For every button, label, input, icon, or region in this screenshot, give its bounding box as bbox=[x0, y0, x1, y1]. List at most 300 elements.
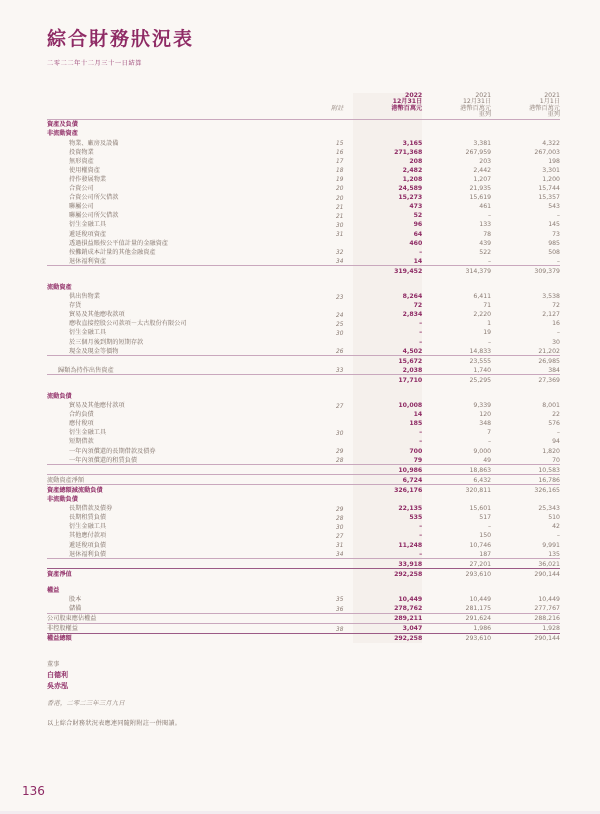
row-value-2021-dec: 6,432 bbox=[422, 475, 491, 485]
row-label: 持作發展物業 bbox=[69, 175, 107, 183]
row-note-ref bbox=[319, 282, 353, 291]
grand-total-row bbox=[47, 633, 560, 643]
row-value-2021-jan bbox=[491, 585, 560, 594]
subtotal-row bbox=[47, 375, 560, 385]
directors-label: 董事 bbox=[47, 660, 60, 668]
row-value-2021-jan: 21,202 bbox=[538, 347, 560, 355]
total-row bbox=[47, 475, 560, 485]
row-value-2021-dec: 15,619 bbox=[469, 194, 492, 202]
row-value-2021-dec: 10,746 bbox=[469, 541, 492, 549]
table-row bbox=[47, 238, 560, 247]
row-value-2021-dec: 2,442 bbox=[473, 166, 492, 174]
row-value-2021-dec: 291,624 bbox=[422, 613, 491, 623]
row-value-2021-jan: – bbox=[556, 329, 560, 337]
table-row bbox=[47, 247, 560, 256]
section-header-row bbox=[47, 494, 560, 503]
row-value-2021-jan: 290,144 bbox=[491, 569, 560, 579]
table-row bbox=[47, 183, 560, 192]
row-value-2021-dec: 2,220 bbox=[473, 311, 492, 319]
header-row-restated bbox=[47, 112, 560, 119]
table-row bbox=[47, 138, 560, 147]
table-row bbox=[47, 594, 560, 603]
table-row bbox=[47, 256, 560, 266]
row-value-2022: 8,264 bbox=[353, 291, 422, 300]
row-value-2021-dec: 6,411 bbox=[473, 293, 492, 301]
table-row bbox=[47, 165, 560, 174]
row-value-2021-jan: 16 bbox=[552, 320, 560, 328]
row-label: 資產總額減流動負債 bbox=[47, 485, 319, 495]
row-value-2021-jan: 267,003 bbox=[534, 148, 560, 156]
row-value-2022: 96 bbox=[353, 220, 422, 229]
header-col3-date: 1月1日 bbox=[539, 98, 560, 106]
row-note-ref: 31 bbox=[336, 231, 344, 238]
row-note-ref bbox=[319, 119, 353, 129]
row-value-2021-jan: 384 bbox=[548, 366, 560, 374]
section-header-row bbox=[47, 282, 560, 291]
table-row bbox=[47, 220, 560, 229]
row-label: 透過損益賬按公平值計量的金融資產 bbox=[69, 239, 168, 247]
header-col2-restated: 重列 bbox=[478, 111, 492, 119]
row-note-ref: 38 bbox=[319, 623, 353, 633]
row-value-2021-jan: 8,001 bbox=[542, 402, 560, 410]
row-label: 於三個月後到期的短期存款 bbox=[69, 338, 144, 346]
header-col1-year: 2022 bbox=[353, 93, 422, 100]
row-value-2022: 10,449 bbox=[353, 594, 422, 603]
row-label: 衍生金融工具 bbox=[69, 221, 107, 229]
row-value-2022: 700 bbox=[353, 446, 422, 455]
row-value-2022: 72 bbox=[353, 301, 422, 310]
row-label: 聯屬公司 bbox=[69, 203, 94, 211]
row-value-2021-dec: 120 bbox=[479, 411, 492, 419]
row-value-2021-dec bbox=[422, 129, 491, 138]
row-value-2021-jan: 72 bbox=[552, 302, 560, 310]
row-value-2022: 11,248 bbox=[353, 540, 422, 549]
row-value-2021-dec: 1 bbox=[487, 320, 492, 328]
row-note-ref: 32 bbox=[336, 250, 344, 257]
row-value-2021-dec: 21,935 bbox=[469, 185, 492, 193]
row-value-2022: 14 bbox=[353, 410, 422, 419]
table-row bbox=[47, 410, 560, 419]
row-value-2022: – bbox=[353, 247, 422, 256]
row-value-2021-jan: 2,127 bbox=[542, 311, 560, 319]
row-value-2021-jan: 1,928 bbox=[491, 623, 560, 633]
table-row bbox=[47, 623, 560, 633]
row-value-2022: 10,008 bbox=[353, 401, 422, 410]
row-value-2021-jan: 73 bbox=[552, 230, 560, 238]
row-value-2021-jan: 510 bbox=[548, 514, 560, 522]
page-number: 136 bbox=[22, 784, 45, 798]
section-header-row bbox=[47, 129, 560, 138]
row-value-2021-jan: 36,021 bbox=[491, 559, 560, 569]
row-value-2022: – bbox=[353, 428, 422, 437]
row-value-2022 bbox=[353, 494, 422, 503]
row-value-2021-dec: – bbox=[488, 523, 492, 531]
table-row bbox=[47, 437, 560, 446]
row-value-2021-jan: 1,200 bbox=[542, 175, 560, 183]
table-row bbox=[47, 193, 560, 202]
subtotal-row bbox=[47, 356, 560, 366]
row-label: 無形資產 bbox=[69, 157, 94, 165]
row-value-2021-jan: 16,786 bbox=[491, 475, 560, 485]
row-value-2022 bbox=[353, 585, 422, 594]
row-value-2021-dec: 281,175 bbox=[465, 605, 492, 613]
header-col1-unit: 港幣百萬元 bbox=[353, 106, 422, 113]
row-label: 投資物業 bbox=[69, 148, 94, 156]
row-value-2022: – bbox=[353, 522, 422, 531]
table-row bbox=[47, 504, 560, 513]
row-value-2021-dec: 10,449 bbox=[469, 595, 492, 603]
row-value-2021-jan: 26,985 bbox=[491, 356, 560, 366]
row-note-ref: 29 bbox=[336, 449, 344, 455]
row-value-2021-jan: 25,343 bbox=[538, 505, 560, 513]
header-col3-unit: 港幣百萬元 bbox=[529, 104, 560, 112]
row-value-2021-jan: 4,322 bbox=[542, 139, 560, 147]
row-note-ref: 23 bbox=[336, 294, 344, 301]
row-value-2021-dec: 14,833 bbox=[469, 347, 492, 355]
row-note-ref bbox=[319, 585, 353, 594]
row-label: 資產淨值 bbox=[47, 569, 319, 579]
row-value-2021-dec: 19 bbox=[483, 329, 492, 337]
row-value-2021-jan: 9,991 bbox=[542, 541, 560, 549]
row-note-ref bbox=[319, 301, 353, 310]
row-note-ref: 24 bbox=[336, 312, 344, 319]
page-title: 綜合財務狀況表 bbox=[47, 28, 195, 50]
row-value-2021-dec: 25,295 bbox=[422, 375, 491, 385]
row-value-2022: – bbox=[353, 337, 422, 346]
section-title-row bbox=[47, 119, 560, 129]
row-value-2021-dec bbox=[422, 391, 491, 400]
row-label: 貿易及其他應付款項 bbox=[69, 402, 125, 410]
row-value-2022: 326,176 bbox=[353, 485, 422, 495]
table-row bbox=[47, 211, 560, 220]
row-label: 合資公司 bbox=[69, 185, 94, 193]
row-value-2022: 17,710 bbox=[353, 375, 422, 385]
row-value-2022: 4,502 bbox=[353, 346, 422, 356]
row-note-ref: 36 bbox=[336, 606, 344, 613]
row-value-2021-dec: 9,000 bbox=[473, 447, 492, 455]
row-note-ref bbox=[319, 356, 353, 366]
row-label: 使用權資產 bbox=[69, 166, 100, 174]
row-value-2021-dec: 267,959 bbox=[465, 148, 492, 156]
row-value-2021-dec: 9,339 bbox=[473, 402, 492, 410]
row-value-2021-jan: 42 bbox=[552, 523, 560, 531]
row-value-2021-jan: 145 bbox=[548, 221, 560, 229]
row-label: 供出售物業 bbox=[69, 293, 100, 301]
table-row bbox=[47, 319, 560, 328]
table-row bbox=[47, 455, 560, 465]
row-label: 退休福利資產 bbox=[69, 257, 107, 265]
row-value-2021-dec: – bbox=[488, 212, 492, 220]
table-row bbox=[47, 513, 560, 522]
row-note-ref: 27 bbox=[336, 533, 344, 540]
row-label: 權益 bbox=[47, 586, 60, 594]
table-row bbox=[47, 328, 560, 337]
row-value-2021-jan bbox=[491, 119, 560, 129]
row-note-ref: 16 bbox=[336, 150, 344, 157]
row-value-2021-dec: 18,863 bbox=[422, 465, 491, 475]
row-value-2021-dec bbox=[422, 494, 491, 503]
row-value-2021-dec: 71 bbox=[483, 302, 492, 310]
row-value-2021-jan: 198 bbox=[548, 157, 560, 165]
row-value-2022: 292,258 bbox=[353, 633, 422, 643]
row-value-2022 bbox=[353, 119, 422, 129]
row-note-ref: 21 bbox=[336, 204, 344, 211]
row-value-2022: 79 bbox=[353, 455, 422, 465]
row-note-ref: 15 bbox=[336, 141, 344, 147]
row-value-2021-jan: 94 bbox=[552, 438, 560, 446]
row-label: 流動資產淨額 bbox=[47, 475, 319, 485]
row-label: 長期借款及債券 bbox=[69, 505, 113, 513]
row-value-2022: 185 bbox=[353, 419, 422, 428]
row-value-2021-dec: 314,379 bbox=[422, 266, 491, 276]
statement-note: 以上綜合財務狀況表應連同隨附附註一併閱讀。 bbox=[47, 719, 182, 727]
row-note-ref bbox=[319, 266, 353, 276]
table-row bbox=[47, 310, 560, 319]
row-label: 儲備 bbox=[69, 605, 82, 613]
row-value-2021-dec: – bbox=[488, 438, 492, 446]
table-row bbox=[47, 603, 560, 613]
row-value-2021-jan: 10,449 bbox=[538, 595, 560, 603]
row-value-2021-dec: 293,610 bbox=[422, 633, 491, 643]
row-label: 應收直接控股公司款項－太古股份有限公司 bbox=[69, 320, 187, 328]
row-note-ref bbox=[319, 129, 353, 138]
row-value-2021-dec: 1,740 bbox=[473, 366, 492, 374]
table-row bbox=[47, 147, 560, 156]
row-value-2021-jan: 70 bbox=[552, 456, 560, 464]
row-note-ref: 30 bbox=[336, 330, 344, 337]
row-note-ref: 35 bbox=[336, 597, 344, 604]
row-label: 長期租賃負債 bbox=[69, 514, 107, 522]
row-value-2022: 460 bbox=[353, 238, 422, 247]
row-value-2021-jan: – bbox=[556, 212, 560, 220]
row-note-ref bbox=[319, 437, 353, 446]
row-value-2021-jan: 22 bbox=[552, 411, 560, 419]
row-label: 流動資產 bbox=[47, 283, 72, 291]
row-note-ref: 30 bbox=[336, 430, 344, 437]
row-value-2021-jan: 985 bbox=[548, 239, 560, 247]
row-note-ref bbox=[319, 419, 353, 428]
row-label: 按攤銷成本計量的其他金融資產 bbox=[69, 248, 156, 256]
row-value-2021-jan: 3,301 bbox=[542, 166, 560, 174]
row-value-2021-jan: 326,165 bbox=[491, 485, 560, 495]
table-row bbox=[47, 291, 560, 300]
row-note-ref: 33 bbox=[336, 368, 344, 375]
row-value-2022: 64 bbox=[353, 229, 422, 238]
row-value-2021-dec: 461 bbox=[479, 203, 492, 211]
row-value-2021-dec: 1,207 bbox=[473, 175, 492, 183]
row-value-2022: 2,834 bbox=[353, 310, 422, 319]
row-value-2021-jan: 27,369 bbox=[491, 375, 560, 385]
row-value-2022: 10,986 bbox=[353, 465, 422, 475]
row-value-2022: 2,482 bbox=[353, 165, 422, 174]
table-row bbox=[47, 202, 560, 211]
row-value-2022: 2,038 bbox=[353, 365, 422, 375]
row-value-2021-dec: 348 bbox=[479, 420, 492, 428]
row-note-ref: 29 bbox=[336, 506, 344, 513]
row-value-2021-jan: 30 bbox=[552, 338, 560, 346]
row-value-2021-jan: – bbox=[556, 257, 560, 265]
signature-block bbox=[0, 659, 600, 727]
row-value-2021-jan: 576 bbox=[548, 420, 560, 428]
table-row bbox=[47, 540, 560, 549]
row-note-ref bbox=[319, 410, 353, 419]
section-header-row bbox=[47, 391, 560, 400]
table-header bbox=[47, 93, 560, 120]
row-value-2022: 22,135 bbox=[353, 504, 422, 513]
table-row bbox=[47, 337, 560, 346]
row-label: 貿易及其他應收款項 bbox=[69, 311, 125, 319]
director-name-2: 吳赤泓 bbox=[47, 681, 68, 690]
row-note-ref bbox=[319, 337, 353, 346]
row-value-2021-dec: 15,601 bbox=[469, 505, 492, 513]
row-label: 衍生金融工具 bbox=[69, 329, 107, 337]
row-note-ref: 28 bbox=[336, 458, 344, 465]
row-note-ref bbox=[319, 633, 353, 643]
row-note-ref bbox=[319, 391, 353, 400]
header-note-label: 附註 bbox=[331, 104, 344, 112]
row-value-2021-dec: 7 bbox=[487, 429, 492, 437]
row-value-2021-jan: 290,144 bbox=[491, 633, 560, 643]
row-note-ref: 19 bbox=[336, 177, 344, 184]
row-value-2021-jan: 10,583 bbox=[491, 465, 560, 475]
table-row bbox=[47, 549, 560, 559]
row-value-2021-dec: 23,555 bbox=[422, 356, 491, 366]
row-note-ref: 17 bbox=[336, 159, 344, 166]
spacer-row bbox=[47, 384, 560, 391]
table-row bbox=[47, 156, 560, 165]
row-note-ref: 27 bbox=[336, 403, 344, 410]
row-label: 權益總額 bbox=[47, 633, 319, 643]
row-label: 合約負債 bbox=[69, 411, 94, 419]
row-value-2021-jan: 3,538 bbox=[542, 293, 560, 301]
row-value-2021-dec bbox=[422, 585, 491, 594]
row-label: 退休福利負債 bbox=[69, 550, 107, 558]
row-value-2022 bbox=[353, 391, 422, 400]
row-value-2021-jan: – bbox=[556, 429, 560, 437]
row-label: 其他應付款項 bbox=[69, 532, 107, 540]
row-label: 聯屬公司所欠借款 bbox=[69, 212, 119, 220]
total-row bbox=[47, 613, 560, 623]
row-label: 股本 bbox=[69, 595, 82, 603]
row-value-2022: 292,258 bbox=[353, 569, 422, 579]
row-value-2021-dec: 3,381 bbox=[473, 139, 492, 147]
place-and-date: 香港，二零二三年三月九日 bbox=[47, 699, 125, 707]
table-row bbox=[47, 419, 560, 428]
row-label: 物業、廠房及設備 bbox=[69, 139, 119, 147]
table-row bbox=[47, 346, 560, 356]
row-value-2021-dec: 78 bbox=[483, 230, 492, 238]
row-value-2022: 271,368 bbox=[353, 147, 422, 156]
row-value-2022 bbox=[353, 129, 422, 138]
row-label: 流動負債 bbox=[47, 393, 72, 401]
director-name-1: 白德利 bbox=[47, 671, 68, 680]
row-value-2022: – bbox=[353, 328, 422, 337]
row-label: 衍生金融工具 bbox=[69, 429, 107, 437]
row-value-2021-dec: 439 bbox=[479, 239, 492, 247]
row-value-2021-jan bbox=[491, 494, 560, 503]
header-col2-year: 2021 bbox=[475, 91, 492, 99]
row-note-ref: 20 bbox=[336, 195, 344, 202]
row-value-2021-dec: 522 bbox=[479, 248, 492, 256]
row-value-2021-jan: 277,767 bbox=[534, 605, 560, 613]
row-value-2022: 15,273 bbox=[353, 193, 422, 202]
row-note-ref bbox=[319, 375, 353, 385]
table-row bbox=[47, 446, 560, 455]
row-label: 現金及現金等價物 bbox=[69, 347, 119, 355]
header-col2-unit: 港幣百萬元 bbox=[460, 104, 492, 112]
row-note-ref: 18 bbox=[336, 168, 344, 175]
financial-position-table bbox=[47, 93, 560, 643]
row-value-2022: 15,672 bbox=[353, 356, 422, 366]
row-value-2021-dec: 150 bbox=[479, 532, 492, 540]
row-value-2021-jan: 15,744 bbox=[538, 185, 560, 193]
row-value-2022: – bbox=[353, 531, 422, 540]
row-value-2022: 1,208 bbox=[353, 174, 422, 183]
row-value-2021-jan: 15,357 bbox=[538, 194, 560, 202]
row-value-2021-dec: 293,610 bbox=[422, 569, 491, 579]
table-row bbox=[47, 401, 560, 410]
row-label: 遞延稅項負債 bbox=[69, 541, 107, 549]
table-body bbox=[47, 119, 560, 643]
row-label: 短期借款 bbox=[69, 438, 94, 446]
row-value-2022: 208 bbox=[353, 156, 422, 165]
row-note-ref: 30 bbox=[336, 524, 344, 531]
row-value-2022: 319,452 bbox=[353, 266, 422, 276]
row-label: 非控股權益 bbox=[47, 623, 319, 633]
table-row bbox=[47, 301, 560, 310]
row-label: 遞延稅項資產 bbox=[69, 230, 107, 238]
row-value-2022: 52 bbox=[353, 211, 422, 220]
row-value-2021-jan bbox=[491, 129, 560, 138]
row-note-ref bbox=[319, 475, 353, 485]
row-value-2022: 24,589 bbox=[353, 183, 422, 192]
header-col3-year: 2021 bbox=[544, 91, 560, 99]
table-row bbox=[47, 229, 560, 238]
spacer-row bbox=[47, 578, 560, 585]
row-label bbox=[47, 356, 319, 366]
header-col3-restated: 重列 bbox=[547, 111, 560, 119]
row-value-2021-jan: 309,379 bbox=[491, 266, 560, 276]
row-note-ref: 30 bbox=[336, 222, 344, 229]
row-value-2021-dec: 203 bbox=[479, 157, 492, 165]
statement-table-wrapper bbox=[0, 93, 600, 643]
row-value-2021-jan: 508 bbox=[548, 248, 560, 256]
row-note-ref bbox=[319, 559, 353, 569]
header-col1-date: 12月31日 bbox=[353, 99, 422, 106]
grand-total-row bbox=[47, 569, 560, 579]
row-value-2022: 535 bbox=[353, 513, 422, 522]
table-row bbox=[47, 522, 560, 531]
row-value-2022: 3,165 bbox=[353, 138, 422, 147]
row-label: 一年內須償還的租賃負債 bbox=[69, 456, 138, 464]
row-note-ref: 34 bbox=[336, 552, 344, 559]
row-value-2021-dec: – bbox=[488, 338, 492, 346]
row-value-2021-dec: 133 bbox=[479, 221, 492, 229]
row-note-ref bbox=[319, 465, 353, 475]
subtotal-row bbox=[47, 465, 560, 475]
row-value-2022: 6,724 bbox=[353, 475, 422, 485]
row-value-2022: 14 bbox=[353, 256, 422, 266]
row-value-2021-jan: 135 bbox=[548, 550, 560, 558]
row-value-2021-jan: 1,820 bbox=[542, 447, 560, 455]
row-note-ref: 20 bbox=[336, 186, 344, 193]
row-value-2022: 473 bbox=[353, 202, 422, 211]
row-label bbox=[47, 266, 319, 276]
row-note-ref: 25 bbox=[336, 321, 344, 328]
row-label: 公司股東應佔權益 bbox=[47, 613, 319, 623]
row-label: 一年內須償還的長期借款及債券 bbox=[69, 447, 156, 455]
row-value-2021-dec bbox=[422, 119, 491, 129]
